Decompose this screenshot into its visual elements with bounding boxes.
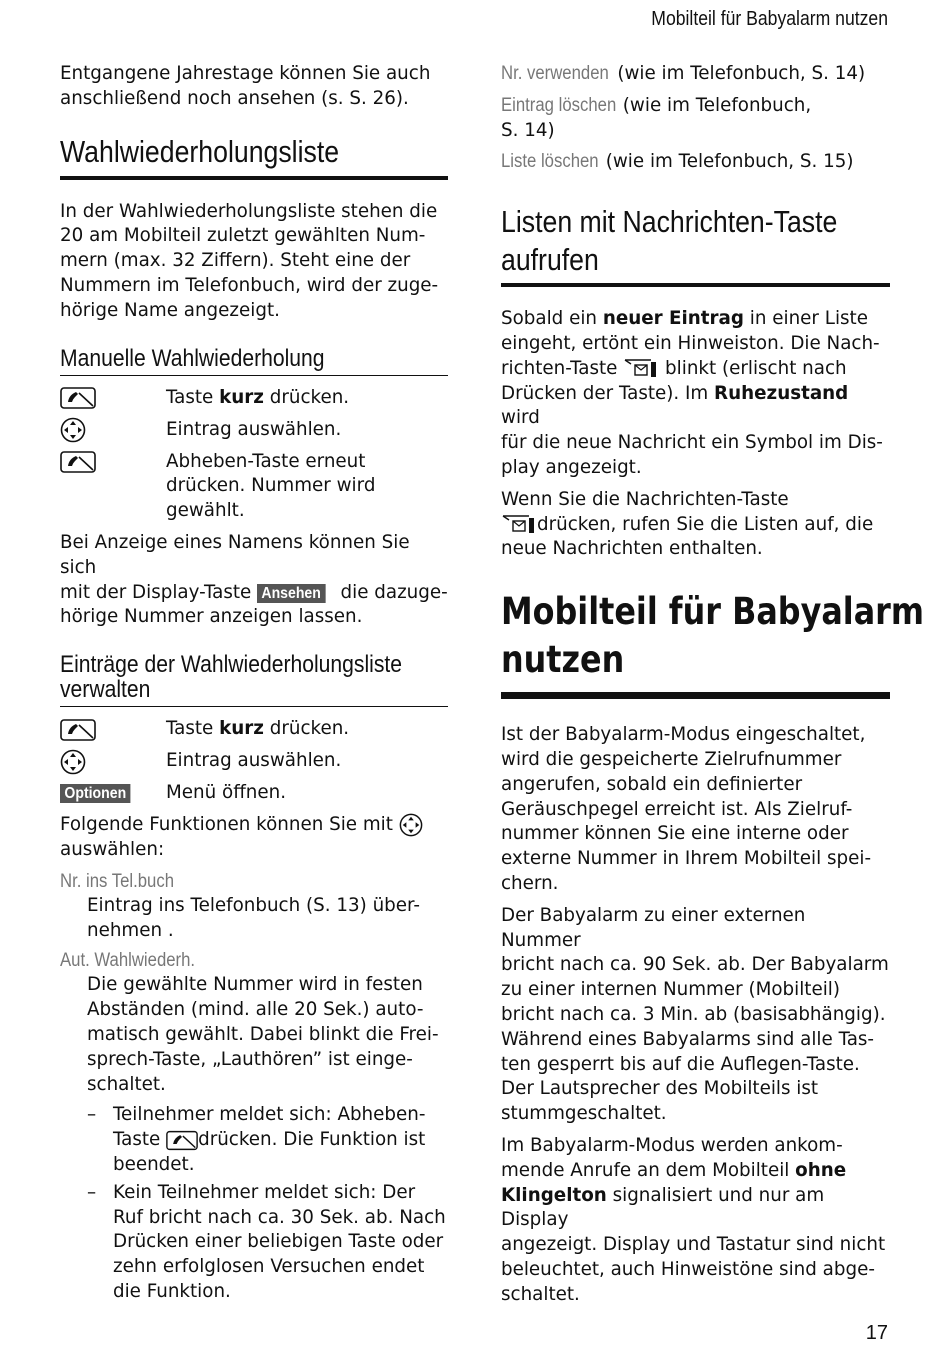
heading-rule [501, 692, 890, 699]
menu-item-eintrag-loeschen: Eintrag löschen (wie im Telefonbuch, S. 14) [501, 94, 812, 141]
subheading-rule [60, 706, 448, 707]
babyalarm-paragraph: Ist der Babyalarm-Modus eingeschaltet, wird die gespeicherte Zielrufnummer angerufen, sobald ein definierter Geräuschpegel erreicht ist. Als Zielruf- nummer können Sie eine interne oder externe Nummer in Ihrem Mobilteil spei- chern. [501, 724, 872, 894]
wahl-paragraph: In der Wahlwiederholungsliste stehen die 20 am Mobilteil zuletzt gewählten Num- mern (max. 32 Ziffern). Steht eine der Nummern im Telefonbuch, wird der zuge- hörige Name angezeigt. [60, 200, 439, 321]
step-row: Eintrag auswählen. [60, 418, 448, 443]
menu-item-nr-ins-telbuch: Nr. ins Tel.buch [60, 870, 175, 892]
sobald-paragraph: Sobald ein neuer Eintrag in einer Liste eingeht, ertönt ein Hinweiston. Die Nach- richten-Taste blinkt (erlischt nach Drücken der Taste). Im Ruhezustand wird für die neue Nachricht ein Symbol im Dis- play angezeigt. [501, 308, 883, 478]
navigation-key-icon [60, 417, 86, 443]
message-key-icon [623, 358, 659, 380]
menu-item-aut-wahlwiederh: Aut. Wahlwiederh. [60, 950, 196, 972]
talk-key-icon [60, 387, 96, 409]
message-key-icon [501, 514, 537, 536]
step-row: Taste kurz drücken. [60, 717, 448, 742]
wenn-paragraph: Wenn Sie die Nachrichten-Taste drücken, rufen Sie die Listen auf, die neue Nachrichten enthalten. [501, 488, 874, 560]
right-column [501, 62, 925, 1314]
heading-rule [501, 283, 890, 287]
talk-key-icon [60, 719, 96, 741]
left-column [60, 62, 448, 1308]
talk-key-icon [166, 1130, 198, 1151]
step-row: Eintrag auswählen. [60, 749, 448, 774]
subheading-eintraege-verwalten: Einträge der Wahlwiederholungsliste verwalten [60, 651, 403, 704]
babyalarm-paragraph: Im Babyalarm-Modus werden ankom- mende Anrufe an dem Mobilteil ohne Klingelton signalisiert und nur am Display angezeigt. Display und Tastatur sind nicht beleuchtet, auch Hinweistöne sind abge- schaltet. [501, 1134, 886, 1305]
section-heading-listen: Listen mit Nachrichten-Taste aufrufen [501, 204, 838, 278]
babyalarm-paragraph: Der Babyalarm zu einer externen Nummer bricht nach ca. 90 Sek. ab. Der Babyalarm zu einer internen Nummer (Mobilteil) bricht nach ca. 3 Min. ab (basisabhängig). Während eines Babyalarms sind alle Tas- ten gesperrt bis auf die Auflegen-Taste. Der Lautsprecher des Mobilteils ist stummgeschaltet. [501, 904, 889, 1125]
softkey-optionen: Optionen [60, 784, 131, 803]
softkey-ansehen: Ansehen [257, 584, 325, 603]
folgende-paragraph: Folgende Funktionen können Sie mit auswählen: [60, 813, 448, 863]
subheading-manuelle-wahlwiederholung: Manuelle Wahlwiederholung [60, 344, 325, 372]
menu-item-description: Eintrag ins Telefonbuch (S. 13) über- nehmen . [87, 894, 420, 941]
navigation-key-icon [60, 749, 86, 775]
running-header: Mobilteil für Babyalarm nutzen [651, 8, 888, 30]
anzeige-paragraph: Bei Anzeige eines Namens können Sie sich mit der Display-Taste Ansehen die dazuge- hörige Nummer anzeigen lassen. [60, 531, 448, 628]
step-row: Abheben-Taste erneut drücken. Nummer wird gewählt. [60, 450, 448, 524]
navigation-key-icon [399, 813, 423, 837]
section-heading-wahlwiederholungsliste: Wahlwiederholungsliste [60, 133, 340, 169]
subheading-rule [60, 375, 448, 376]
intro-text: Entgangene Jahrestage können Sie auch anschließend noch ansehen (s. S. 26). [60, 63, 431, 109]
list-item: – Teilnehmer meldet sich: Abheben- Taste drücken. Die Funktion ist beendet. [87, 1104, 426, 1175]
menu-item-liste-loeschen: Liste löschen (wie im Telefonbuch, S. 15) [501, 151, 854, 173]
step-row: Optionen Menü öffnen. [60, 781, 448, 806]
page-number: 17 [865, 1322, 888, 1344]
section-heading-babyalarm: Mobilteil für Babyalarm nutzen [501, 590, 925, 682]
step-row: Taste kurz drücken. [60, 386, 448, 411]
menu-item-nr-verwenden: Nr. verwenden (wie im Telefonbuch, S. 14) [501, 63, 866, 84]
menu-item-description: Die gewählte Nummer wird in festen Abständen (mind. alle 20 Sek.) auto- matisch gewählt. Dabei blinkt die Frei- sprech-Taste, „Lauthören” ist einge- schaltet. [87, 974, 439, 1095]
talk-key-icon [60, 451, 96, 473]
list-item: – Kein Teilnehmer meldet sich: Der Ruf bricht nach ca. 30 Sek. ab. Nach Drücken einer beliebigen Taste oder zehn erfolglosen Versuchen endet die Funktion. [87, 1181, 446, 1302]
heading-rule [60, 176, 448, 180]
